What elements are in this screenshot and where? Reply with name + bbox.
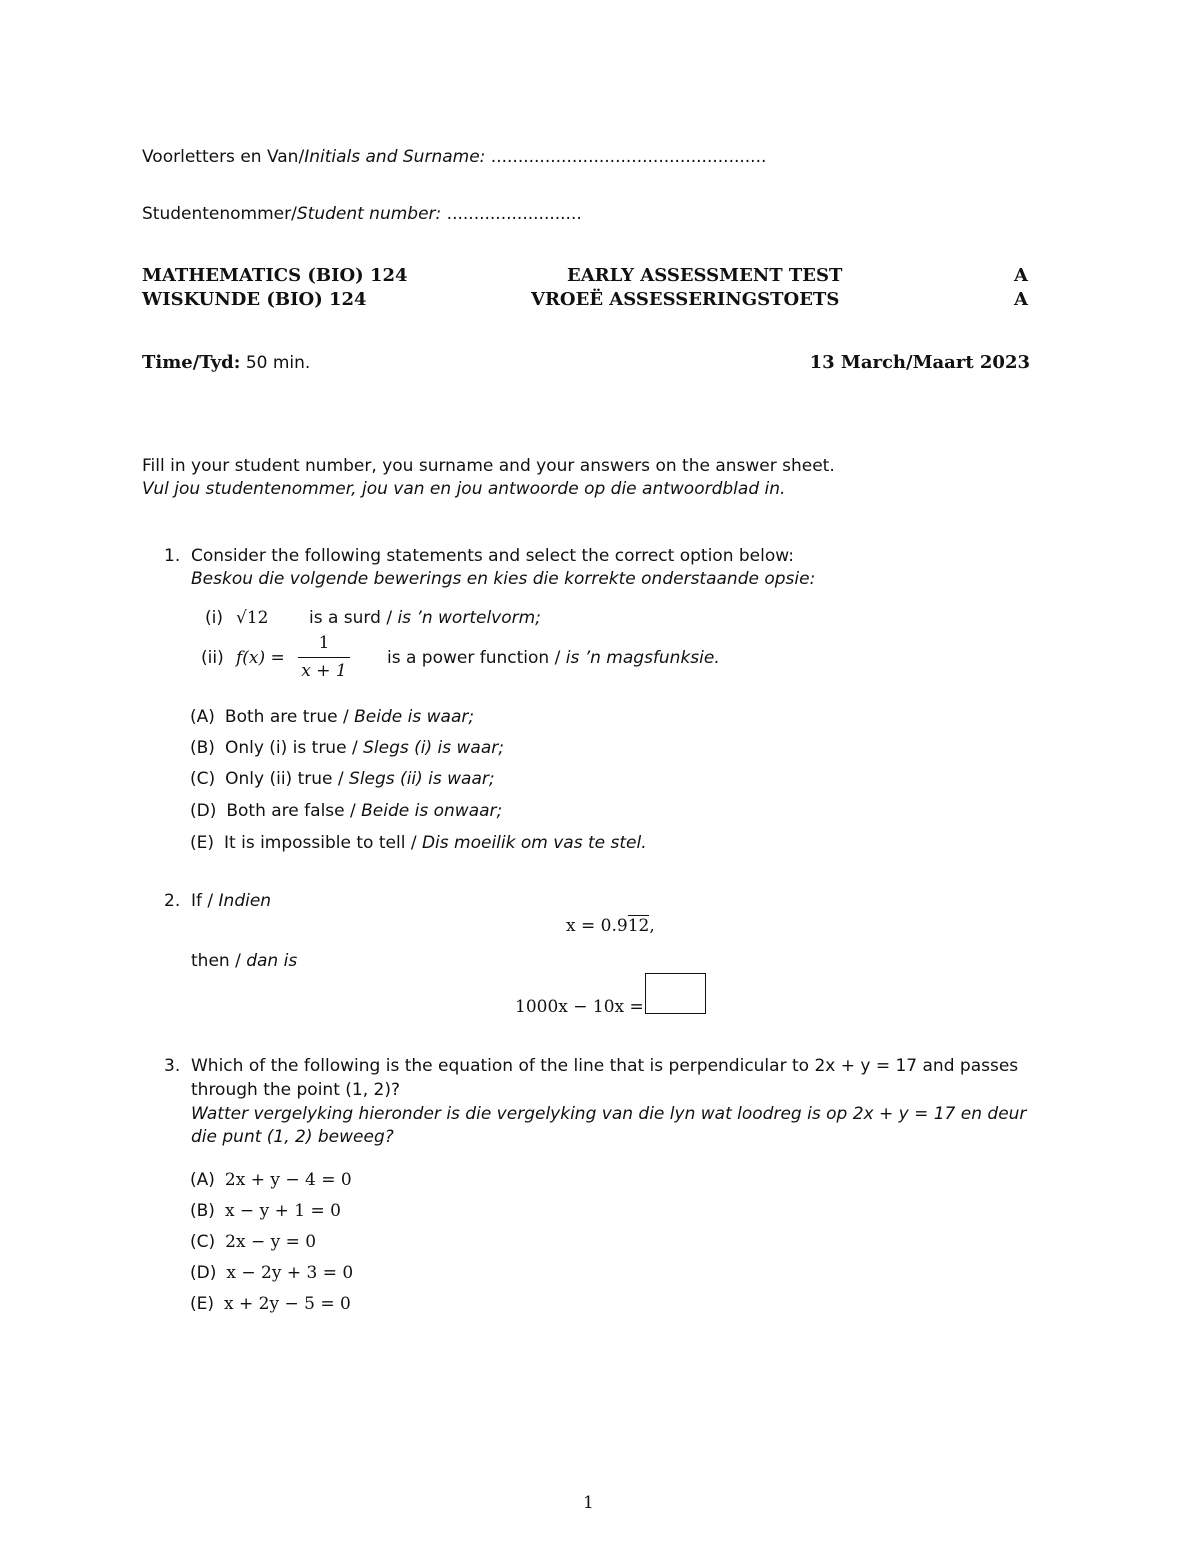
- fraction-numerator: 1: [318, 633, 330, 653]
- test-title-af: VROEË ASSESSERINGSTOETS: [531, 289, 840, 310]
- q3-text-en-line2: through the point (1, 2)?: [191, 1080, 400, 1100]
- q3-option: [190, 1231, 316, 1253]
- q3-option: [190, 1293, 351, 1315]
- version-en: A: [1014, 265, 1028, 286]
- q1-option-text-en: Both are true /: [224, 707, 355, 727]
- q3-option-label: (D): [190, 1263, 217, 1283]
- q1-text-af: Beskou die volgende bewerings en kies die korrekte onderstaande opsie:: [191, 569, 816, 589]
- q1-option-text-en: It is impossible to tell /: [224, 833, 422, 853]
- q2-answer-box[interactable]: [645, 973, 706, 1014]
- q1-option-text-en: Only (i) is true /: [224, 738, 364, 758]
- q3-number: 3.: [164, 1056, 181, 1076]
- name-label-italic: Initials and Surname:: [304, 147, 486, 167]
- q2-equation-lhs: x = 0.9: [566, 916, 628, 936]
- q1-statement-i-text-af: is ’n wortelvorm;: [397, 608, 541, 628]
- q3-option-label: (B): [190, 1201, 215, 1221]
- exam-date: 13 March/Maart 2023: [809, 352, 1030, 373]
- time-line: [142, 352, 310, 374]
- q1-option-text-af: Beide is onwaar;: [361, 801, 503, 821]
- fraction-denominator: x + 1: [301, 661, 347, 681]
- q2-equation-comma: ,: [649, 916, 655, 936]
- q1-statement-i-math: √12: [236, 608, 269, 628]
- q1-statement-i-text-en: is a surd /: [309, 608, 398, 628]
- q3-option-label: (A): [190, 1170, 215, 1190]
- course-title-af: WISKUNDE (BIO) 124: [142, 289, 367, 310]
- q3-option-equation: x + 2y − 5 = 0: [224, 1294, 351, 1314]
- q1-statement-ii-label: (ii): [201, 648, 224, 668]
- q2-expression: 1000x − 10x =: [515, 997, 644, 1017]
- version-af: A: [1014, 289, 1028, 310]
- instructions-af: Vul jou studentenommer, jou van en jou antwoorde op die antwoordblad in.: [142, 479, 786, 499]
- q1-option-text-af: Slegs (i) is waar;: [363, 738, 504, 758]
- q1-statement-ii-text-af: is ’n magsfunksie.: [565, 648, 720, 668]
- student-number-field: [142, 203, 582, 225]
- q2-repeating-digits: 12: [627, 916, 650, 936]
- q1-option-text-af: Slegs (ii) is waar;: [349, 769, 495, 789]
- q1-option: [190, 737, 504, 759]
- q1-option-label: (A): [190, 707, 215, 727]
- q3-option-label: (C): [190, 1232, 216, 1252]
- q2-then-af: dan is: [246, 951, 298, 971]
- course-title-en: MATHEMATICS (BIO) 124: [142, 265, 408, 286]
- q3-option-equation: 2x − y = 0: [225, 1232, 317, 1252]
- q1-option-text-en: Only (ii) true /: [225, 769, 350, 789]
- q3-option-equation: 2x + y − 4 = 0: [224, 1170, 352, 1190]
- q3-text-af-line2: die punt (1, 2) beweeg?: [191, 1127, 394, 1147]
- name-dots: ...................................................: [490, 147, 767, 167]
- q1-statement-ii-text: [387, 647, 720, 669]
- student-number-label: Studentenommer/: [142, 204, 297, 224]
- q1-option-label: (C): [190, 769, 216, 789]
- q3-option-label: (E): [190, 1294, 215, 1314]
- fraction-bar: [298, 657, 350, 658]
- q1-option-text-en: Both are false /: [226, 801, 362, 821]
- instructions-en: Fill in your student number, you surname and your answers on the answer sheet.: [142, 456, 835, 476]
- q3-option: [190, 1200, 341, 1222]
- q1-statement-ii-lhs: f(x) =: [236, 648, 285, 668]
- q1-number: 1.: [164, 546, 181, 566]
- q2-if-af: Indien: [218, 891, 272, 911]
- time-label: Time/Tyd:: [142, 352, 241, 373]
- q3-text-en-line1: Which of the following is the equation of the line that is perpendicular to 2x + y = 17 and passes: [191, 1056, 1019, 1076]
- student-number-dots: .........................: [446, 204, 582, 224]
- q1-text-en: Consider the following statements and select the correct option below:: [191, 546, 794, 566]
- q3-option-equation: x − 2y + 3 = 0: [226, 1263, 354, 1283]
- page-number: 1: [583, 1493, 594, 1513]
- name-field: [142, 146, 766, 168]
- q1-option-label: (E): [190, 833, 215, 853]
- q1-statement-i-text: [309, 607, 541, 629]
- name-label: Voorletters en Van/: [142, 147, 305, 167]
- q1-option-text-af: Dis moeilik om vas te stel.: [421, 833, 647, 853]
- q3-option-equation: x − y + 1 = 0: [224, 1201, 341, 1221]
- q2-then-en: then /: [191, 951, 247, 971]
- test-title-en: EARLY ASSESSMENT TEST: [567, 265, 843, 286]
- student-number-label-italic: Student number:: [296, 204, 442, 224]
- q1-option: [190, 800, 502, 822]
- q2-then: [191, 950, 297, 972]
- q3-option: [190, 1262, 353, 1284]
- q1-option: [190, 768, 495, 790]
- q2-equation: [566, 915, 655, 937]
- q3-text-af-line1: Watter vergelyking hieronder is die vergelyking van die lyn wat loodreg is op 2x + y = 17 en deur: [191, 1104, 1027, 1124]
- q1-option-label: (D): [190, 801, 217, 821]
- q1-option: [190, 706, 474, 728]
- q1-statement-i-label: (i): [205, 608, 223, 628]
- q1-statement-ii-text-en: is a power function /: [387, 648, 566, 668]
- q1-option: [190, 832, 647, 854]
- time-value: 50 min.: [245, 353, 311, 373]
- q2-number: 2.: [164, 891, 181, 911]
- q2-if: [191, 890, 271, 912]
- q3-option: [190, 1169, 352, 1191]
- q1-option-text-af: Beide is waar;: [354, 707, 475, 727]
- q1-option-label: (B): [190, 738, 215, 758]
- q2-if-en: If /: [191, 891, 219, 911]
